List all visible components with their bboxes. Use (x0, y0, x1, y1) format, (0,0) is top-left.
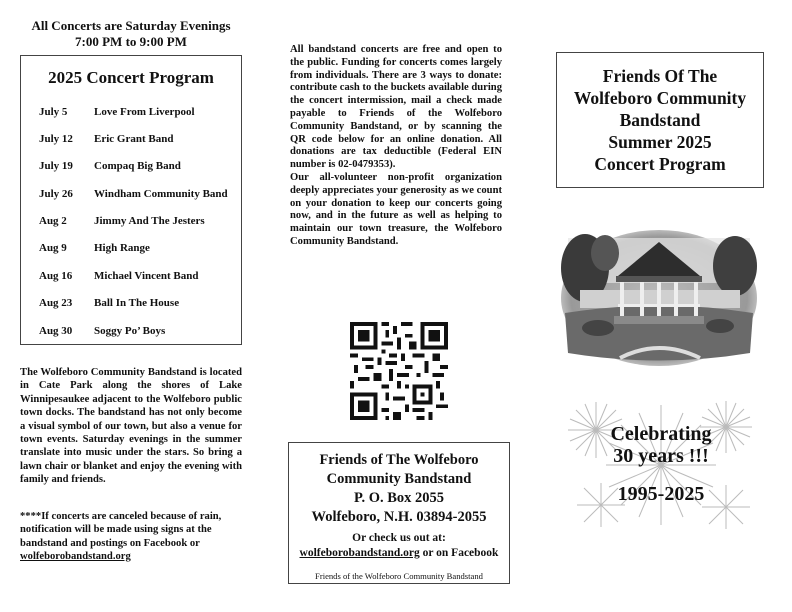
title-line: Concert Program (594, 154, 726, 174)
program-row (39, 106, 195, 118)
program-date: Aug 30 (39, 325, 73, 337)
program-row (39, 297, 179, 309)
donation-text (290, 44, 502, 249)
bandstand-photo (560, 228, 758, 368)
rain-notice-link[interactable]: wolfeborobandstand.org (20, 551, 131, 563)
program-band: Love From Liverpool (94, 106, 195, 118)
donation-paragraph: All bandstand concerts are free and open to the public. Funding for concerts comes largely from individuals. There are 3 ways to donate: contribute cash to the buckets available during the concert intermission, mail a check made payable to Friends of the Wolfeboro Community Bandstand, or by scanning the QR code below for an online donation. All donations are tax deductible (Federal EIN number is 02-0479353). (290, 44, 502, 171)
address-line-org: Friends of The Wolfeboro (319, 452, 479, 468)
about-paragraph: The Wolfeboro Community Bandstand is located in Cate Park along the shores of Lake Winnipesaukee adjacent to the Wolfeboro public town docks. The bandstand has not only become a visual symbol of our town, but also a venue for town events. Saturday evenings in the summer translate into music under the stars. So bring a lawn chair or blanket and enjoy the evening with family and friends. (20, 367, 242, 486)
program-band: Jimmy And The Jesters (94, 215, 205, 227)
website-line (289, 546, 509, 561)
check-us-out-label: Or check us out at: (352, 532, 446, 544)
rain-notice (20, 510, 242, 564)
program-band: Soggy Po’ Boys (94, 325, 166, 337)
program-band: Eric Grant Band (94, 133, 174, 145)
concert-program-box (20, 55, 242, 345)
facebook-text: or on Facebook (422, 547, 499, 559)
program-row (39, 133, 173, 145)
program-band: Compaq Big Band (94, 160, 181, 172)
rain-notice-text: ****If concerts are canceled because of rain, notification will be made using signs at the bandstand and postings on Facebook or (20, 511, 222, 549)
schedule-header-days: All Concerts are Saturday Evenings (31, 18, 231, 33)
program-date: July 19 (39, 160, 73, 172)
address-footer: Friends of the Wolfeboro Community Bandstand (315, 571, 483, 581)
title-line: Wolfeboro Community (573, 88, 747, 108)
program-date: Aug 23 (39, 297, 73, 309)
program-row (39, 325, 165, 337)
anniversary-year-range: 1995-2025 (617, 483, 705, 505)
address-line-city: Wolfeboro, N.H. 03894-2055 (311, 509, 487, 525)
program-date: Aug 9 (39, 242, 67, 254)
celebrating-text (556, 423, 766, 467)
program-row (39, 270, 199, 282)
anniversary-badge (556, 395, 766, 535)
mailing-address-box (288, 442, 510, 584)
program-date: July 26 (39, 188, 73, 200)
title-line: Friends Of The (602, 66, 718, 86)
program-row (39, 188, 228, 200)
title-line: Summer 2025 (608, 132, 712, 152)
program-band: Windham Community Band (94, 188, 228, 200)
program-row (39, 215, 205, 227)
address-line-org2: Community Bandstand (326, 471, 472, 487)
program-band: Ball In The House (94, 297, 180, 309)
program-date: July 5 (39, 106, 68, 118)
celebrating-line: Celebrating (610, 423, 712, 445)
address-line-po-box: P. O. Box 2055 (353, 490, 445, 506)
program-row (39, 160, 181, 172)
brochure-title (574, 65, 746, 175)
schedule-header-time: 7:00 PM to 9:00 PM (75, 34, 187, 49)
program-row (39, 242, 150, 254)
donation-qr-code[interactable] (350, 322, 448, 420)
program-title: 2025 Concert Program (48, 68, 214, 87)
website-link[interactable]: wolfeborobandstand.org (299, 547, 420, 559)
program-date: Aug 16 (39, 270, 73, 282)
program-date: July 12 (39, 133, 73, 145)
schedule-header (20, 18, 242, 50)
mission-paragraph: Our all-volunteer non-profit organization deeply appreciates your generosity as we count on your donation to keep our concerts going now, and in the future as well as helping to maintain our town treasure, the Wolfeboro Community Bandstand. (290, 171, 502, 247)
program-date: Aug 2 (39, 215, 67, 227)
celebrating-years-line: 30 years !!! (613, 445, 709, 467)
title-line: Bandstand (619, 110, 701, 130)
brochure-title-box (556, 52, 764, 188)
address-lines (289, 451, 509, 527)
program-band: High Range (94, 242, 150, 254)
program-band: Michael Vincent Band (94, 270, 199, 282)
